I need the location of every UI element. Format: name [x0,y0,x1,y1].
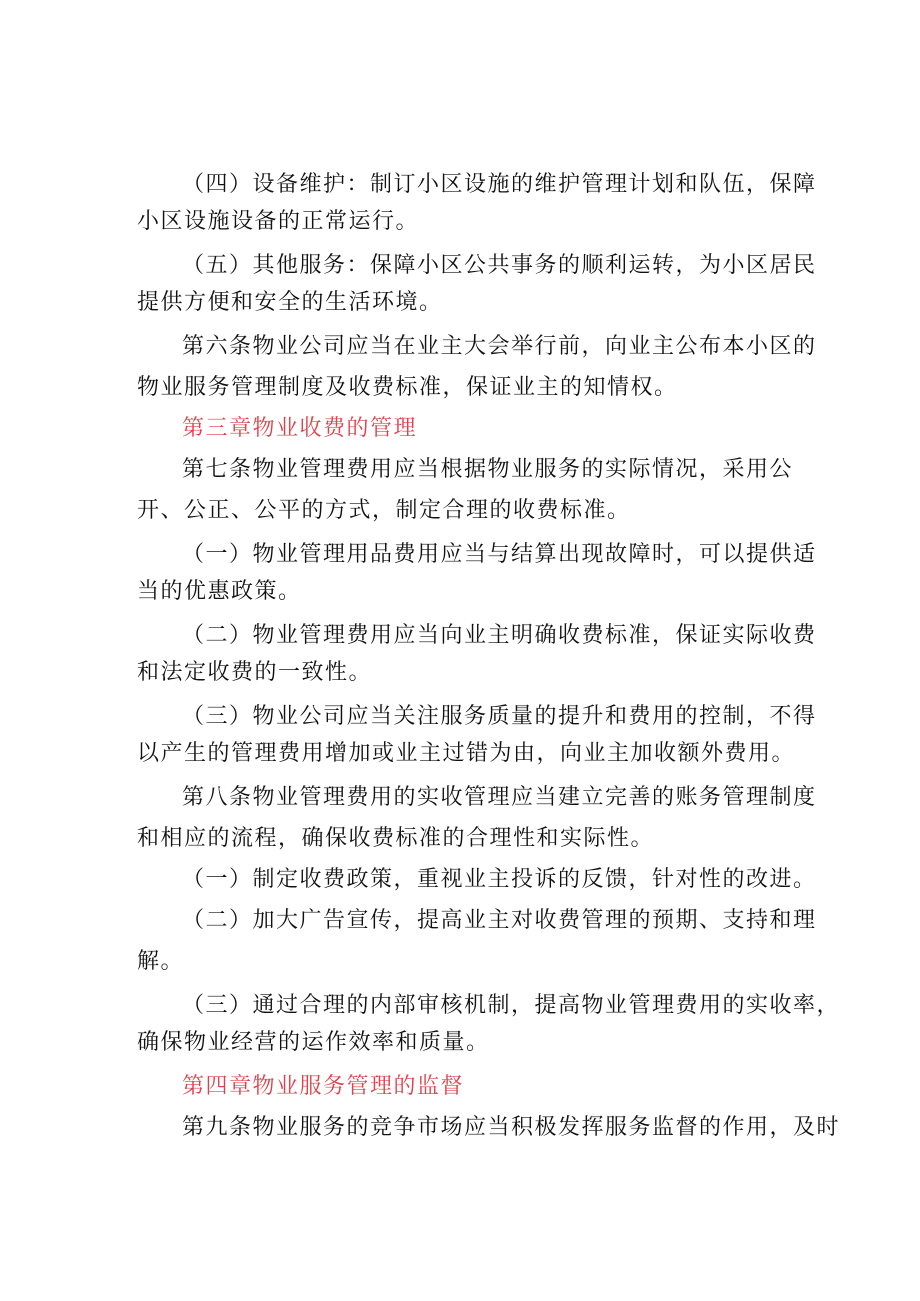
paragraph-line: 确保物业经营的运作效率和质量。 [137,1030,490,1055]
chapter-heading: 第三章物业收费的管理 [182,416,418,441]
paragraph-line: 开、公正、公平的方式，制定合理的收费标准。 [137,498,631,523]
paragraph-line: 第七条物业管理费用应当根据物业服务的实际情况，采用公 [182,457,794,482]
paragraph-line: 和法定收费的一致性。 [137,660,373,685]
paragraph-line: 物业服务管理制度及收费标准，保证业主的知情权。 [137,375,678,400]
paragraph-line: （四）设备维护：制订小区设施的维护管理计划和队伍，保障 [182,172,817,197]
paragraph-line: （一）制定收费政策，重视业主投诉的反馈，针对性的改进。 [182,867,817,892]
paragraph-line: 小区设施设备的正常运行。 [137,209,420,234]
chapter-heading: 第四章物业服务管理的监督 [182,1074,465,1099]
paragraph-line: 第九条物业服务的竞争市场应当积极发挥服务监督的作用，及时 [182,1115,841,1140]
paragraph-line: （二）加大广告宣传，提高业主对收费管理的预期、支持和理 [182,908,817,933]
paragraph-line: 和相应的流程，确保收费标准的合理性和实际性。 [137,826,655,851]
paragraph-line: （一）物业管理用品费用应当与结算出现故障时，可以提供适 [182,542,817,567]
paragraph-line: 第六条物业公司应当在业主大会举行前，向业主公布本小区的 [182,334,817,359]
paragraph-line: 提供方便和安全的生活环境。 [137,290,443,315]
paragraph-line: （五）其他服务：保障小区公共事务的顺利运转，为小区居民 [182,253,817,278]
paragraph-line: 以产生的管理费用增加或业主过错为由，向业主加收额外费用。 [137,741,796,766]
paragraph-line: 第八条物业管理费用的实收管理应当建立完善的账务管理制度 [182,785,817,810]
paragraph-line: （三）通过合理的内部审核机制，提高物业管理费用的实收率， [182,993,841,1018]
paragraph-line: （三）物业公司应当关注服务质量的提升和费用的控制，不得 [182,704,817,729]
paragraph-line: 解。 [137,949,185,974]
paragraph-line: （二）物业管理费用应当向业主明确收费标准，保证实际收费 [182,623,817,648]
paragraph-line: 当的优惠政策。 [137,579,302,604]
